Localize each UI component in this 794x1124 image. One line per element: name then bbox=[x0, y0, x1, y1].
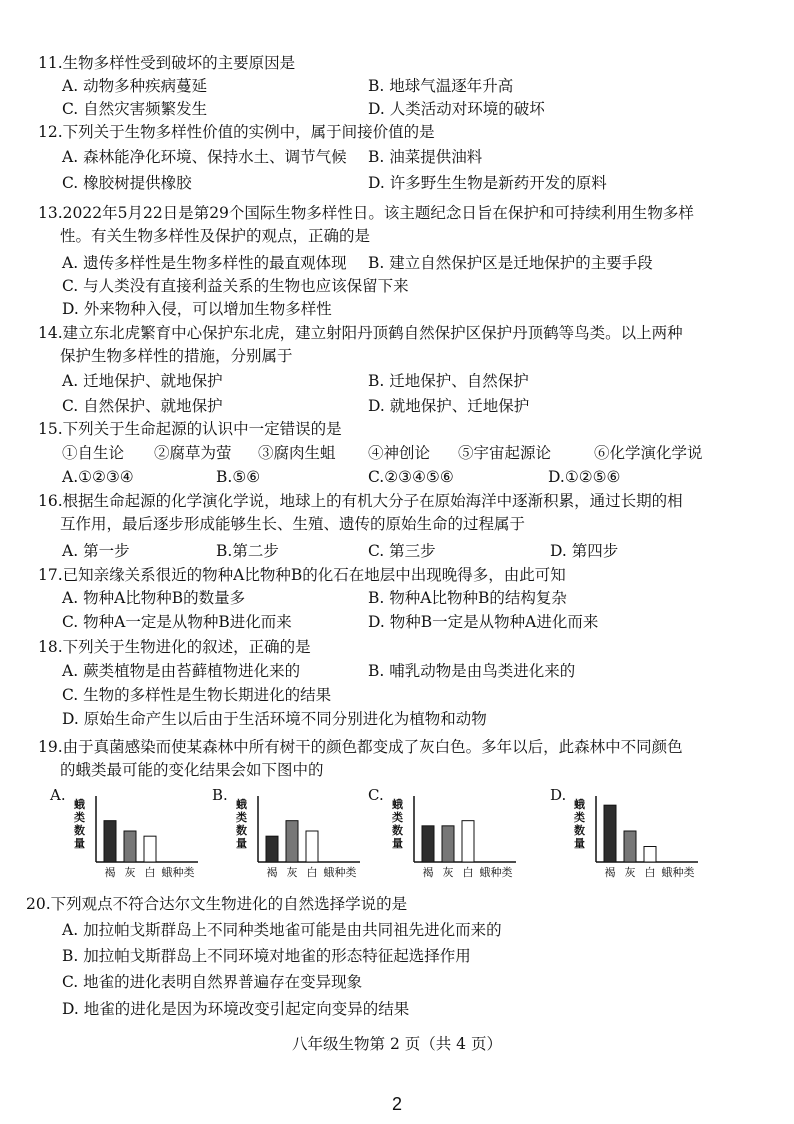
option-b: B. 建立自然保护区是迁地保护的主要手段 bbox=[368, 254, 653, 272]
question-stem: 建立东北虎繁育中心保护东北虎，建立射阳丹顶鹤自然保护区保护丹顶鹤等鸟类。以上两种 bbox=[62, 324, 683, 342]
bar-3 bbox=[306, 831, 318, 862]
option-c: C. 物种A一定是从物种B进化而来 bbox=[62, 613, 292, 631]
bar-2 bbox=[442, 826, 454, 862]
option-c: C. 地雀的进化表明自然界普遍存在变异现象 bbox=[62, 973, 363, 991]
question-number: 11. bbox=[38, 54, 63, 72]
x-axis-label: 蛾种类 bbox=[161, 866, 195, 879]
question-13 bbox=[38, 202, 758, 248]
option-c: C.②③④⑤⑥ bbox=[368, 468, 454, 486]
bar-1 bbox=[604, 805, 616, 862]
category-label: 白 bbox=[644, 866, 656, 879]
question-stem: 下列观点不符合达尔文生物进化的自然选择学说的是 bbox=[50, 895, 408, 913]
option-d: D. 第四步 bbox=[550, 542, 619, 560]
category-label: 灰 bbox=[624, 866, 636, 879]
category-label: 褐 bbox=[422, 866, 434, 879]
bar-2 bbox=[624, 831, 636, 862]
statement-item: ②腐草为萤 bbox=[154, 444, 232, 462]
question-number: 13. bbox=[38, 204, 63, 222]
option-a: A. 第一步 bbox=[62, 542, 130, 560]
question-14 bbox=[38, 322, 758, 368]
category-label: 褐 bbox=[604, 866, 616, 879]
option-c: C. 与人类没有直接利益关系的生物也应该保留下来 bbox=[62, 277, 409, 295]
page-footer: 八年级生物第 2 页（共 4 页） bbox=[292, 1035, 502, 1053]
bar-1 bbox=[422, 826, 434, 862]
option-b: B.第二步 bbox=[216, 542, 279, 560]
question-17 bbox=[38, 564, 758, 587]
question-19 bbox=[38, 736, 758, 782]
option-a: A. 加拉帕戈斯群岛上不同种类地雀可能是由共同祖先进化而来的 bbox=[62, 921, 502, 939]
option-d: D. 地雀的进化是因为环境改变引起定向变异的结果 bbox=[62, 1000, 410, 1018]
option-d: D.①②⑤⑥ bbox=[548, 468, 621, 486]
option-a: A. 遗传多样性是生物多样性的最直观体现 bbox=[62, 254, 347, 272]
bar-2 bbox=[286, 821, 298, 862]
question-stem: 下列关于生物多样性价值的实例中，属于间接价值的是 bbox=[62, 123, 435, 141]
question-stem: 下列关于生命起源的认识中一定错误的是 bbox=[62, 420, 342, 438]
category-label: 褐 bbox=[104, 866, 116, 879]
option-b: B. 哺乳动物是由鸟类进化来的 bbox=[368, 662, 576, 680]
statement-item: ③腐肉生蛆 bbox=[258, 444, 336, 462]
option-b: B. 加拉帕戈斯群岛上不同环境对地雀的形态特征起选择作用 bbox=[62, 947, 471, 965]
option-c: C. 第三步 bbox=[368, 542, 436, 560]
bar-1 bbox=[104, 821, 116, 862]
option-d: D. 原始生命产生以后由于生活环境不同分别进化为植物和动物 bbox=[62, 710, 487, 728]
question-18 bbox=[38, 636, 758, 659]
option-c: C. 自然灾害频繁发生 bbox=[62, 100, 208, 118]
question-stem-continued: 性。有关生物多样性及保护的观点，正确的是 bbox=[60, 227, 371, 245]
question-16 bbox=[38, 490, 758, 536]
chart-option-label: B. bbox=[212, 786, 228, 804]
option-d: D. 外来物种入侵，可以增加生物多样性 bbox=[62, 300, 332, 318]
y-axis-label: 蛾类数量 bbox=[74, 798, 85, 850]
option-c: C. 自然保护、就地保护 bbox=[62, 397, 223, 415]
question-stem: 由于真菌感染而使某森林中所有树干的颜色都变成了灰白色。多年以后，此森林中不同颜色 bbox=[62, 738, 683, 756]
chart-option-label: D. bbox=[550, 786, 567, 804]
category-label: 灰 bbox=[286, 866, 298, 879]
option-d: D. 人类活动对环境的破坏 bbox=[368, 100, 545, 118]
bar-2 bbox=[124, 831, 136, 862]
category-label: 灰 bbox=[442, 866, 454, 879]
statement-item: ④神创论 bbox=[368, 444, 431, 462]
question-number: 14. bbox=[38, 324, 63, 342]
question-20 bbox=[26, 893, 758, 916]
y-axis-label: 蛾类数量 bbox=[392, 798, 403, 850]
statement-item: ⑥化学演化学说 bbox=[594, 444, 703, 462]
bar-3 bbox=[462, 821, 474, 862]
question-stem: 2022年5月22日是第29个国际生物多样性日。该主题纪念日旨在保护和可持续利用生物多样 bbox=[62, 204, 694, 222]
page-number: 2 bbox=[391, 1094, 402, 1114]
question-stem: 下列关于生物进化的叙述，正确的是 bbox=[62, 638, 311, 656]
option-b: B. 地球气温逐年升高 bbox=[368, 77, 514, 95]
y-axis-label: 蛾类数量 bbox=[574, 798, 585, 850]
chart-b-svg bbox=[212, 786, 362, 886]
option-c: C. 生物的多样性是生物长期进化的结果 bbox=[62, 686, 332, 704]
x-axis-label: 蛾种类 bbox=[323, 866, 357, 879]
option-a: A. 蕨类植物是由苔藓植物进化来的 bbox=[62, 662, 301, 680]
option-b: B. 迁地保护、自然保护 bbox=[368, 372, 529, 390]
option-b: B.⑤⑥ bbox=[216, 468, 261, 486]
question-number: 16. bbox=[38, 492, 63, 510]
x-axis-label: 蛾种类 bbox=[661, 866, 695, 879]
bar-1 bbox=[266, 836, 278, 862]
question-stem: 生物多样性受到破坏的主要原因是 bbox=[62, 54, 296, 72]
chart-a bbox=[50, 786, 200, 886]
category-label: 褐 bbox=[266, 866, 278, 879]
category-label: 白 bbox=[306, 866, 318, 879]
question-11 bbox=[38, 52, 758, 75]
option-a: A. 迁地保护、就地保护 bbox=[62, 372, 223, 390]
option-b: B. 物种A比物种B的结构复杂 bbox=[368, 589, 567, 607]
question-stem: 根据生命起源的化学演化学说，地球上的有机大分子在原始海洋中逐渐积累，通过长期的相 bbox=[62, 492, 683, 510]
chart-a-svg bbox=[50, 786, 200, 886]
question-15 bbox=[38, 418, 758, 441]
option-d: D. 物种B一定是从物种A进化而来 bbox=[368, 613, 599, 631]
option-b: B. 油菜提供油料 bbox=[368, 148, 483, 166]
moth-charts bbox=[50, 786, 750, 886]
option-a: A. 物种A比物种B的数量多 bbox=[62, 589, 246, 607]
chart-option-label: A. bbox=[50, 786, 66, 804]
question-number: 17. bbox=[38, 566, 63, 584]
question-number: 12. bbox=[38, 123, 63, 141]
option-d: D. 许多野生生物是新药开发的原料 bbox=[368, 174, 607, 192]
category-label: 白 bbox=[462, 866, 474, 879]
chart-option-label: C. bbox=[368, 786, 384, 804]
bar-3 bbox=[144, 836, 156, 862]
x-axis-label: 蛾种类 bbox=[479, 866, 513, 879]
chart-d bbox=[550, 786, 700, 886]
bar-3 bbox=[644, 847, 656, 863]
question-number: 20. bbox=[26, 895, 51, 913]
chart-d-svg bbox=[550, 786, 700, 886]
question-number: 15. bbox=[38, 420, 63, 438]
question-stem-continued: 保护生物多样性的措施，分别属于 bbox=[60, 347, 293, 365]
question-number: 18. bbox=[38, 638, 63, 656]
option-a: A.①②③④ bbox=[62, 468, 134, 486]
statement-item: ⑤宇宙起源论 bbox=[458, 444, 552, 462]
category-label: 白 bbox=[144, 866, 156, 879]
category-label: 灰 bbox=[124, 866, 136, 879]
question-stem: 已知亲缘关系很近的物种A比物种B的化石在地层中出现晚得多，由此可知 bbox=[62, 566, 566, 584]
option-c: C. 橡胶树提供橡胶 bbox=[62, 174, 192, 192]
y-axis-label: 蛾类数量 bbox=[236, 798, 247, 850]
chart-b bbox=[212, 786, 362, 886]
question-12 bbox=[38, 121, 758, 144]
chart-c bbox=[368, 786, 518, 886]
option-a: A. 动物多种疾病蔓延 bbox=[62, 77, 208, 95]
question-stem-continued: 的蛾类最可能的变化结果会如下图中的 bbox=[60, 761, 324, 779]
question-stem-continued: 互作用，最后逐步形成能够生长、生殖、遗传的原始生命的过程属于 bbox=[60, 515, 526, 533]
statement-item: ①自生论 bbox=[62, 444, 125, 462]
chart-c-svg bbox=[368, 786, 518, 886]
option-d: D. 就地保护、迁地保护 bbox=[368, 397, 530, 415]
question-number: 19. bbox=[38, 738, 63, 756]
option-a: A. 森林能净化环境、保持水土、调节气候 bbox=[62, 148, 347, 166]
